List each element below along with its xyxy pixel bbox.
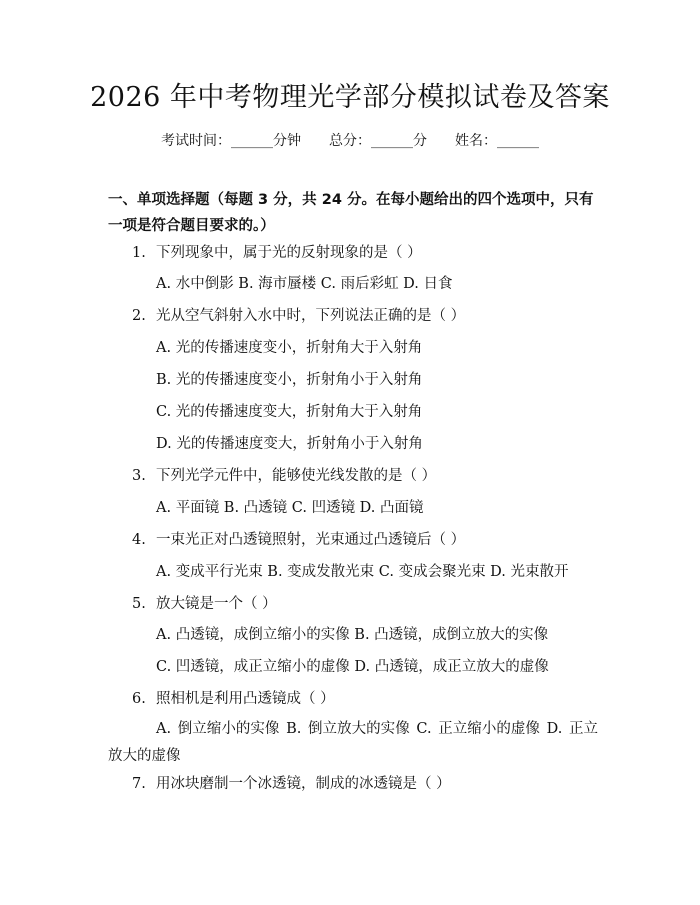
question-number: 4.: [132, 532, 146, 548]
student-name-field: 姓名：______: [455, 133, 539, 149]
question-3-options: [108, 497, 598, 519]
option-line: A. 变成平行光束 B. 变成发散光束 C. 变成会聚光束 D. 光束散开: [156, 564, 569, 580]
question-4: [108, 529, 598, 551]
question-2-option-c: [108, 401, 598, 423]
question-2-option-d: [108, 433, 598, 455]
question-stem: 光从空气斜射入水中时，下列说法正确的是（ ）: [156, 308, 466, 324]
option-line: A. 光的传播速度变小，折射角大于入射角: [156, 340, 423, 356]
question-stem: 放大镜是一个（ ）: [156, 596, 277, 612]
option-line: A. 平面镜 B. 凸透镜 C. 凹透镜 D. 凸面镜: [156, 500, 424, 516]
exam-info-line: [0, 131, 700, 151]
question-stem: 照相机是利用凸透镜成（ ）: [156, 691, 335, 707]
question-stem: 一束光正对凸透镜照射，光束通过凸透镜后（ ）: [156, 532, 466, 548]
question-2: [108, 305, 598, 327]
option-line: C. 光的传播速度变大，折射角大于入射角: [156, 404, 423, 420]
question-6: [108, 688, 598, 710]
question-number: 1.: [132, 245, 146, 261]
question-stem: 用冰块磨制一个冰透镜，制成的冰透镜是（ ）: [156, 776, 451, 792]
option-line: A. 凸透镜，成倒立缩小的实像 B. 凸透镜，成倒立放大的实像: [156, 627, 549, 643]
question-6-options: [108, 716, 598, 770]
total-score-field: 总分：______分: [329, 133, 427, 149]
question-stem: 下列光学元件中，能够使光线发散的是（ ）: [156, 468, 437, 484]
question-3: [108, 465, 598, 487]
section-heading: 一、单项选择题（每题 3 分，共 24 分。在每小题给出的四个选项中，只有一项是符合题目要求的。）: [108, 192, 594, 234]
question-stem: 下列现象中，属于光的反射现象的是（ ）: [156, 245, 422, 261]
question-number: 6.: [132, 691, 146, 707]
option-line: C. 凹透镜，成正立缩小的虚像 D. 凸透镜，成正立放大的虚像: [156, 659, 549, 675]
question-4-options: [108, 561, 598, 583]
question-1-options: [108, 273, 598, 295]
option-line: A. 水中倒影 B. 海市蜃楼 C. 雨后彩虹 D. 日食: [156, 276, 453, 292]
option-line: A. 倒立缩小的实像 B. 倒立放大的实像 C. 正立缩小的虚像 D. 正立放大的虚像: [108, 721, 598, 764]
question-number: 7.: [132, 776, 146, 792]
question-number: 2.: [132, 308, 146, 324]
option-line: D. 光的传播速度变大，折射角小于入射角: [156, 436, 423, 452]
question-5-options-cd: [108, 656, 598, 678]
question-2-option-a: [108, 337, 598, 359]
option-line: B. 光的传播速度变小，折射角小于入射角: [156, 372, 423, 388]
question-number: 3.: [132, 468, 146, 484]
exam-time-field: 考试时间：______分钟: [161, 133, 301, 149]
question-1: [108, 242, 598, 264]
question-5-options-ab: [108, 624, 598, 646]
question-7: [108, 773, 598, 795]
question-5: [108, 593, 598, 615]
question-number: 5.: [132, 596, 146, 612]
question-2-option-b: [108, 369, 598, 391]
page-title: 2026 年中考物理光学部分模拟试卷及答案: [90, 82, 610, 113]
